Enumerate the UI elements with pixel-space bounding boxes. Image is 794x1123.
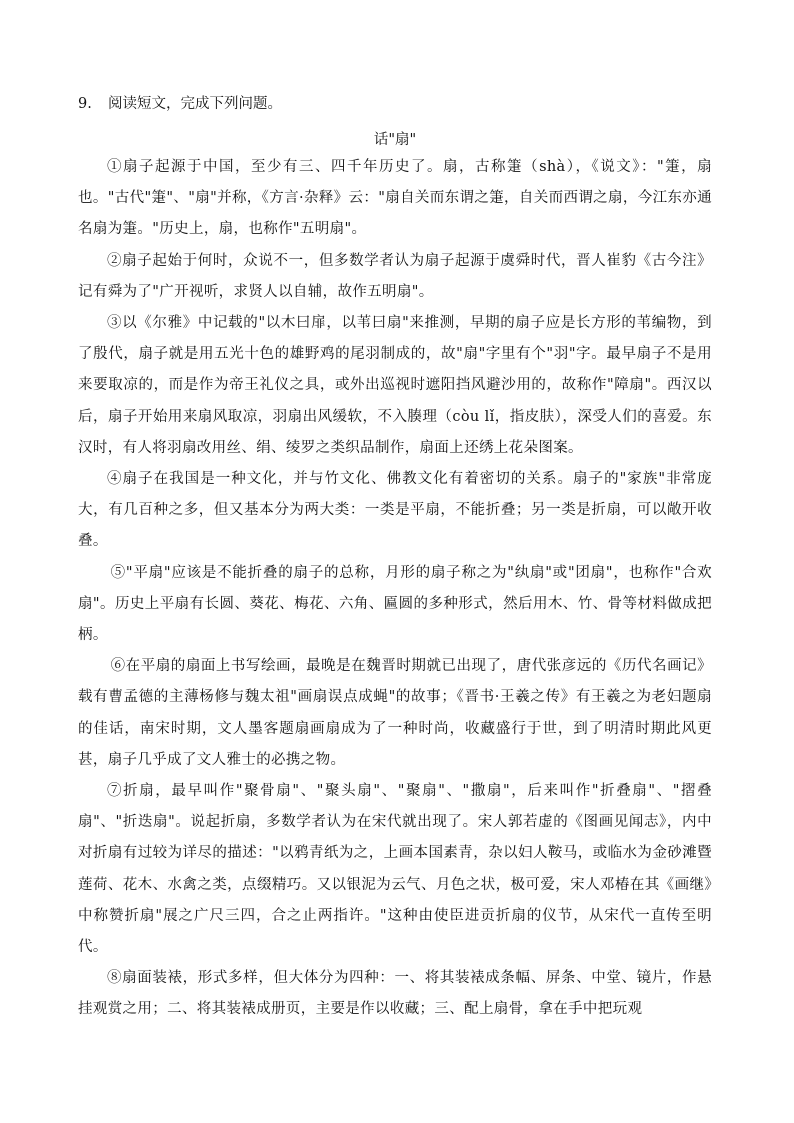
- paragraph-4: ④扇子在我国是一种文化，并与竹文化、佛教文化有着密切的关系。扇子的"家族"非常庞大，有几百种之多，但又基本分为两大类：一类是平扇，不能折叠；另一类是折扇，可以敞开收叠。: [78, 471, 712, 550]
- paragraph-2: ②扇子起始于何时，众说不一，但多数学者认为扇子起源于虞舜时代，晋人崔豹《古今注》记有舜为了"广开视听，求贤人以自辅，故作五明扇"。: [78, 252, 712, 300]
- paragraph-8: ⑧扇面装裱，形式多样，但大体分为四种：一、将其装裱成条幅、屏条、中堂、镜片，作悬挂观赏之用；二、将其装裱成册页，主要是作以收藏；三、配上扇骨，拿在手中把玩观: [78, 970, 712, 1018]
- paragraph-6: ⑥在平扇的扇面上书写绘画，最晚是在魏晋时期就已出现了，唐代张彦远的《历代名画记》载有曹孟德的主薄杨修与魏太祖"画扇误点成蝇"的故事；《晋书·王羲之传》有王羲之为老妇题扇的佳话，南宋时期，文人墨客题扇画扇成为了一种时尚，收藏盛行于世，到了明清时期此风更甚，扇子几乎成了文人雅士的必携之物。: [78, 658, 712, 768]
- question-header: [78, 94, 712, 114]
- paragraph-5: ⑤"平扇"应该是不能折叠的扇子的总称，月形的扇子称之为"纨扇"或"团扇"，也称作"合欢扇"。历史上平扇有长圆、葵花、梅花、六角、匾圆的多种形式，然后用木、竹、骨等材料做成把柄。: [78, 564, 712, 644]
- paragraph-7: ⑦折扇，最早叫作"聚骨扇"、"聚头扇"、"聚扇"、"撒扇"，后来叫作"折叠扇"、"摺叠扇"、"折迭扇"。说起折扇，多数学者认为在宋代就出现了。宋人郭若虚的《图画见闻志》，内中对折扇有过较为详尽的描述："以鸦青纸为之，上画本国素青，杂以妇人鞍马，或临水为金砂滩暨莲荷、花木、水禽之类，点缀精巧。又以银泥为云气、月色之状，极可爱，宋人邓椿在其《画继》中称赞折扇"展之广尺三四，合之止两指许。"这种由使臣进贡折扇的仪节，从宋代一直传至明代。: [78, 783, 712, 956]
- paragraph-1: ①扇子起源于中国，至少有三、四千年历史了。扇，古称箑（shà），《说文》："箑，扇也。"古代"箑"、"扇"并称，《方言·杂释》云："扇自关而东谓之箑，自关而西谓之扇，今江东亦通名扇为箑。"历史上，扇，也称作"五明扇"。: [78, 159, 712, 238]
- paragraph-3: ③以《尔雅》中记载的"以木曰扉，以苇曰扇"来推测，早期的扇子应是长方形的苇编物，到了殷代，扇子就是用五光十色的雄野鸡的尾羽制成的，故"扇"字里有个"羽"字。最早扇子不是用来要取凉的，而是作为帝王礼仪之具，或外出巡视时遮阳挡风避沙用的，故称作"障扇"。西汉以后，扇子开始用来扇风取凉，羽扇出风缓软，不入腠理（còu lǐ，指皮肤），深受人们的喜爱。东汉时，有人将羽扇改用丝、绢、绫罗之类织品制作，扇面上还绣上花朵图案。: [78, 315, 712, 456]
- question-instruction: 阅读短文，完成下列问题。: [108, 96, 282, 112]
- question-number: 9.: [78, 96, 92, 112]
- article-title: 话"扇": [373, 132, 417, 148]
